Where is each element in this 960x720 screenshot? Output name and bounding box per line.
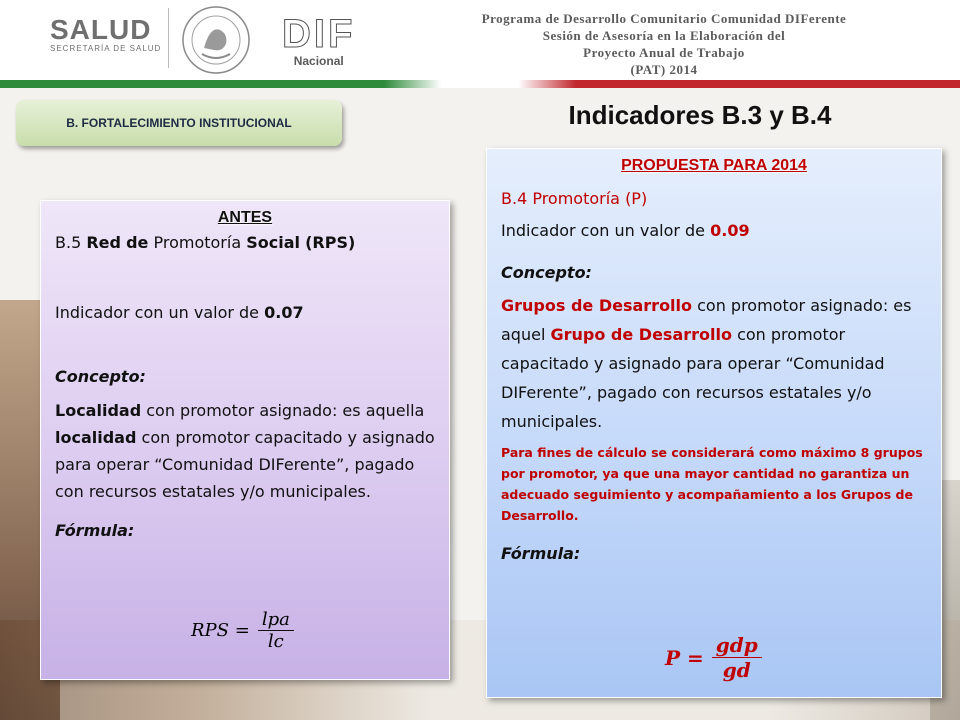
page-title: Indicadores B.3 y B.4 [568,100,832,130]
concept-bold: Localidad [55,401,142,420]
concept-part: con promotor asignado: es aquella [146,401,425,420]
formula-lhs: P = [665,645,704,670]
concept-text [501,291,927,436]
concept-part: con promotor asignado: es aquel [501,296,912,344]
formula-lhs: RPS = [191,620,250,641]
formula-numerator: lpa [258,609,294,631]
program-line: Proyecto Anual de Trabajo [583,45,745,60]
name-part: de [126,233,149,252]
concept-red: Grupo de Desarrollo [550,325,732,344]
mexico-seal-icon [180,4,252,76]
program-line: (PAT) 2014 [630,62,698,77]
rps-formula [191,609,294,652]
indicator-value-line [55,301,435,325]
concept-label: Concepto: [55,367,146,386]
concept-text [55,397,435,505]
concept-bold: localidad [55,428,137,447]
dif-title: DIF [282,12,356,56]
value-prefix: Indicador con un valor de [501,221,706,240]
indicator-value-line [501,219,927,243]
program-line: Sesión de Asesoría en la Elaboración del [542,28,786,43]
salud-logo [50,14,161,53]
section-badge: B. FORTALECIMIENTO INSTITUCIONAL [16,100,342,146]
formula-numerator: gdp [712,633,762,658]
name-part: Red [86,233,121,252]
indicator-name [55,231,435,255]
formula-fraction [258,609,294,652]
program-line: Programa de Desarrollo Comunitario Comunidad DIFerente [481,11,847,26]
dif-logo [282,14,355,68]
salud-subtitle: SECRETARÍA DE SALUD [50,44,162,53]
flag-stripe [0,80,960,88]
propuesta-heading: PROPUESTA PARA 2014 [621,157,807,174]
salud-title: SALUD [50,14,152,45]
formula-label: Fórmula: [55,521,135,540]
p-formula [665,633,762,682]
antes-heading: ANTES [217,209,273,226]
name-part: Promotoría [153,233,242,252]
indicator-code: B.5 [55,233,82,252]
header-banner [0,0,960,88]
indicator-value: 0.07 [264,303,304,322]
logo-divider [168,8,169,68]
program-title [454,10,874,78]
dif-subtitle: Nacional [293,54,344,68]
concept-part: con promotor capacitado y asignado para operar “Comunidad DIFerente”, pagado con recursos estatales y/o municipales. [501,325,885,431]
formula-denominator: gd [722,658,751,682]
name-part: (RPS) [305,233,356,252]
value-prefix: Indicador con un valor de [55,303,260,322]
indicator-value: 0.09 [710,221,750,240]
calculation-note: Para fines de cálculo se considerará como máximo 8 grupos por promotor, ya que una mayor cantidad no garantiza un adecuado seguimiento y acompañamiento a los Grupos de Desarrollo. [501,445,923,523]
propuesta-panel [486,148,942,698]
name-part: Social [246,233,300,252]
formula-fraction [712,633,762,682]
formula-label: Fórmula: [501,544,581,563]
indicator-name: B.4 Promotoría (P) [501,189,648,208]
concept-label: Concepto: [501,263,592,282]
concept-red: Grupos de Desarrollo [501,296,693,315]
formula-denominator: lc [267,631,284,652]
concept-part: con promotor capacitado y asignado para operar “Comunidad DIFerente”, pagado con recursos estatales y/o municipales. [55,428,435,501]
antes-panel [40,200,450,680]
